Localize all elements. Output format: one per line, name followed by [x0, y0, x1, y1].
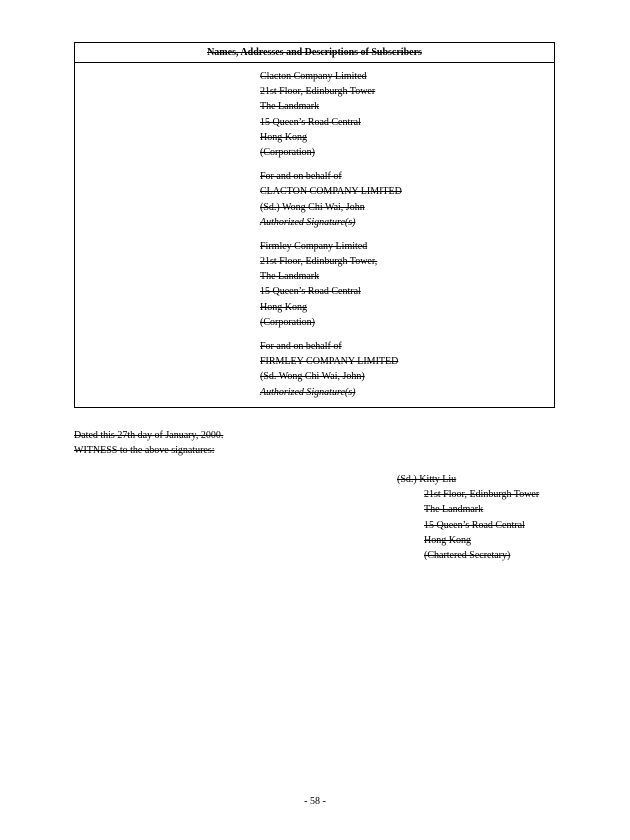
subscriber-1-behalf-label: For and on behalf of	[260, 171, 342, 183]
subscriber-1-company-name: Clacton Company Limited	[260, 71, 367, 82]
witness-label: WITNESS to the above signatures:	[74, 445, 215, 457]
subscriber-2-address-line: Hong Kong	[260, 301, 307, 313]
subscriber-2-signatory: (Sd. Wong Chi Wai, John)	[260, 371, 365, 383]
subscriber-2-address	[260, 239, 402, 330]
witness-description: (Chartered Secretary)	[424, 549, 511, 561]
subscriber-1-address-line: 15 Queen’s Road Central	[260, 116, 361, 128]
dated-block	[74, 428, 223, 458]
page-number: - 58 -	[304, 796, 326, 807]
witness-address-line: Hong Kong	[424, 534, 471, 546]
witness-address-line: 15 Queen’s Road Central	[424, 519, 525, 531]
subscriber-1-company-upper: CLACTON COMPANY LIMITED	[260, 186, 402, 198]
subscriber-1-address-line: Hong Kong	[260, 131, 307, 143]
subscribers-table	[74, 42, 555, 408]
subscriber-2-address-line: 15 Queen’s Road Central	[260, 286, 361, 298]
subscriber-2-signature-label: Authorized Signature(s)	[260, 386, 356, 398]
subscriber-1-signature	[260, 169, 402, 230]
subscriber-2-signature	[260, 339, 402, 400]
witness-address-line: The Landmark	[424, 504, 484, 516]
witness-block	[397, 472, 539, 563]
subscriber-1-signatory: (Sd.) Wong Chi Wai, John	[260, 201, 365, 213]
subscriber-entries	[260, 69, 402, 409]
subscriber-2-address-line: The Landmark	[260, 271, 320, 283]
subscriber-2-behalf-label: For and on behalf of	[260, 341, 342, 352]
subscriber-2-address-line: 21st Floor, Edinburgh Tower,	[260, 256, 378, 268]
subscriber-1-signature-label: Authorized Signature(s)	[260, 216, 356, 228]
table-header: Names, Addresses and Descriptions of Subscribers	[75, 43, 554, 63]
subscriber-2-company-name: Firmley Company Limited	[260, 240, 368, 252]
subscriber-2-company-upper: FIRMLEY COMPANY LIMITED	[260, 356, 399, 368]
subscriber-1-address-line: The Landmark	[260, 101, 320, 113]
subscriber-1-address-line: 21st Floor, Edinburgh Tower	[260, 86, 376, 98]
witness-address	[397, 487, 539, 563]
subscriber-1-address	[260, 69, 402, 160]
witness-name: (Sd.) Kitty Liu	[397, 474, 457, 485]
subscriber-2-description: (Corporation)	[260, 316, 315, 328]
subscriber-1-description: (Corporation)	[260, 146, 315, 158]
dated-line: Dated this 27th day of January, 2000.	[74, 430, 224, 441]
witness-address-line: 21st Floor, Edinburgh Tower	[424, 489, 540, 501]
